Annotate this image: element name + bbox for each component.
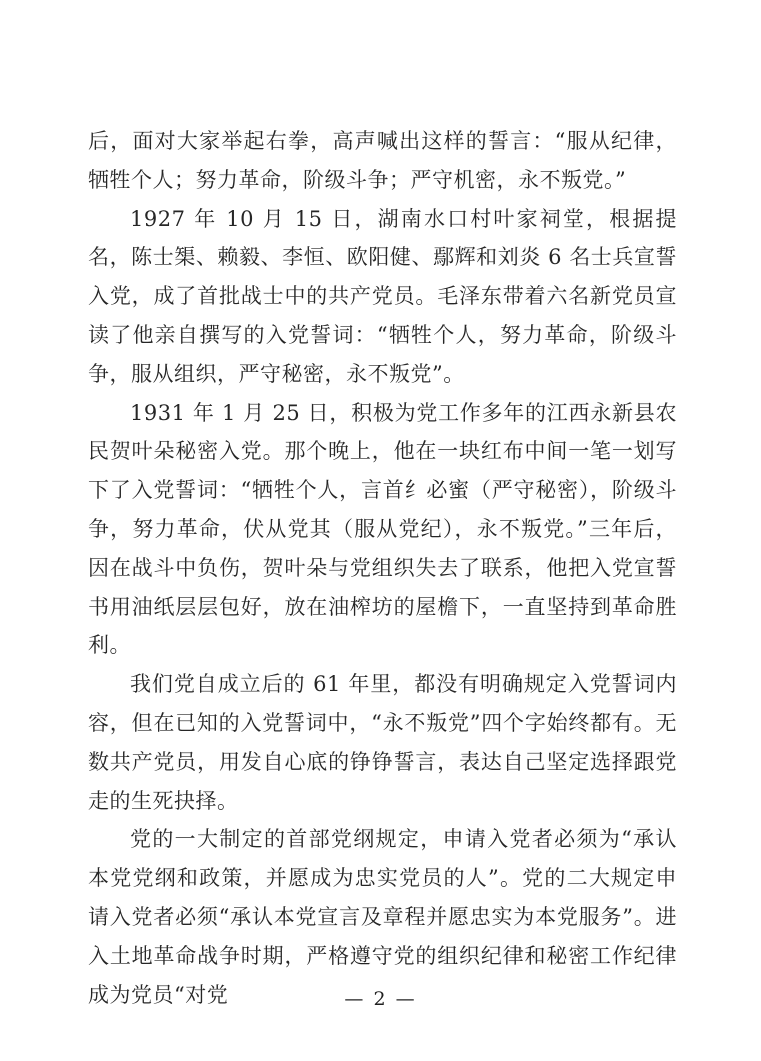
document-body-text [88, 122, 677, 1014]
page-number: — 2 — [344, 988, 417, 1010]
paragraph-1931-heyeduo: 1931 年 1 月 25 日，积极为党工作多年的江西永新县农民贺叶朵秘密入党。那个晚上，他在一块红布中间一笔一划写下了入党誓词：“牺牲个人，言首纟必蜜（严守秘密），阶级斗争，努力革命，伏从党其（服从党纪），永不叛党。”三年后，因在战斗中负伤，贺叶朵与党组织失去了联系，他把入党宣誓书用油纸层层包好，放在油榨坊的屋檐下，一直坚持到革命胜利。 [88, 400, 677, 658]
paragraph-1927-oath: 1927 年 10 月 15 日，湖南水口村叶家祠堂，根据提名，陈士榘、赖毅、李恒、欧阳健、鄢辉和刘炎 6 名士兵宣誓入党，成了首批战士中的共产党员。毛泽东带着六名新党员宣读了他亲自撰写的入党誓词：“牺牲个人，努力革命，阶级斗争，服从组织，严守秘密，永不叛党”。 [88, 206, 677, 386]
paragraph-61-years: 我们党自成立后的 61 年里，都没有明确规定入党誓词内容，但在已知的入党誓词中，“永不叛党”四个字始终都有。无数共产党员，用发自心底的铮铮誓言，表达自己坚定选择跟党走的生死抉择。 [88, 672, 677, 813]
paragraph-continuation: 后，面对大家举起右拳，高声喊出这样的誓言：“服从纪律，牺牲个人；努力革命，阶级斗争；严守机密，永不叛党。” [88, 129, 677, 192]
paragraph-party-congress: 党的一大制定的首部党纲规定，申请入党者必须为“承认本党党纲和政策，并愿成为忠实党员的人”。党的二大规定申请入党者必须“承认本党宣言及章程并愿忠实为本党服务”。进入土地革命战争时期，严格遵守党的组织纪律和秘密工作纪律成为党员“对党 [88, 827, 677, 1007]
